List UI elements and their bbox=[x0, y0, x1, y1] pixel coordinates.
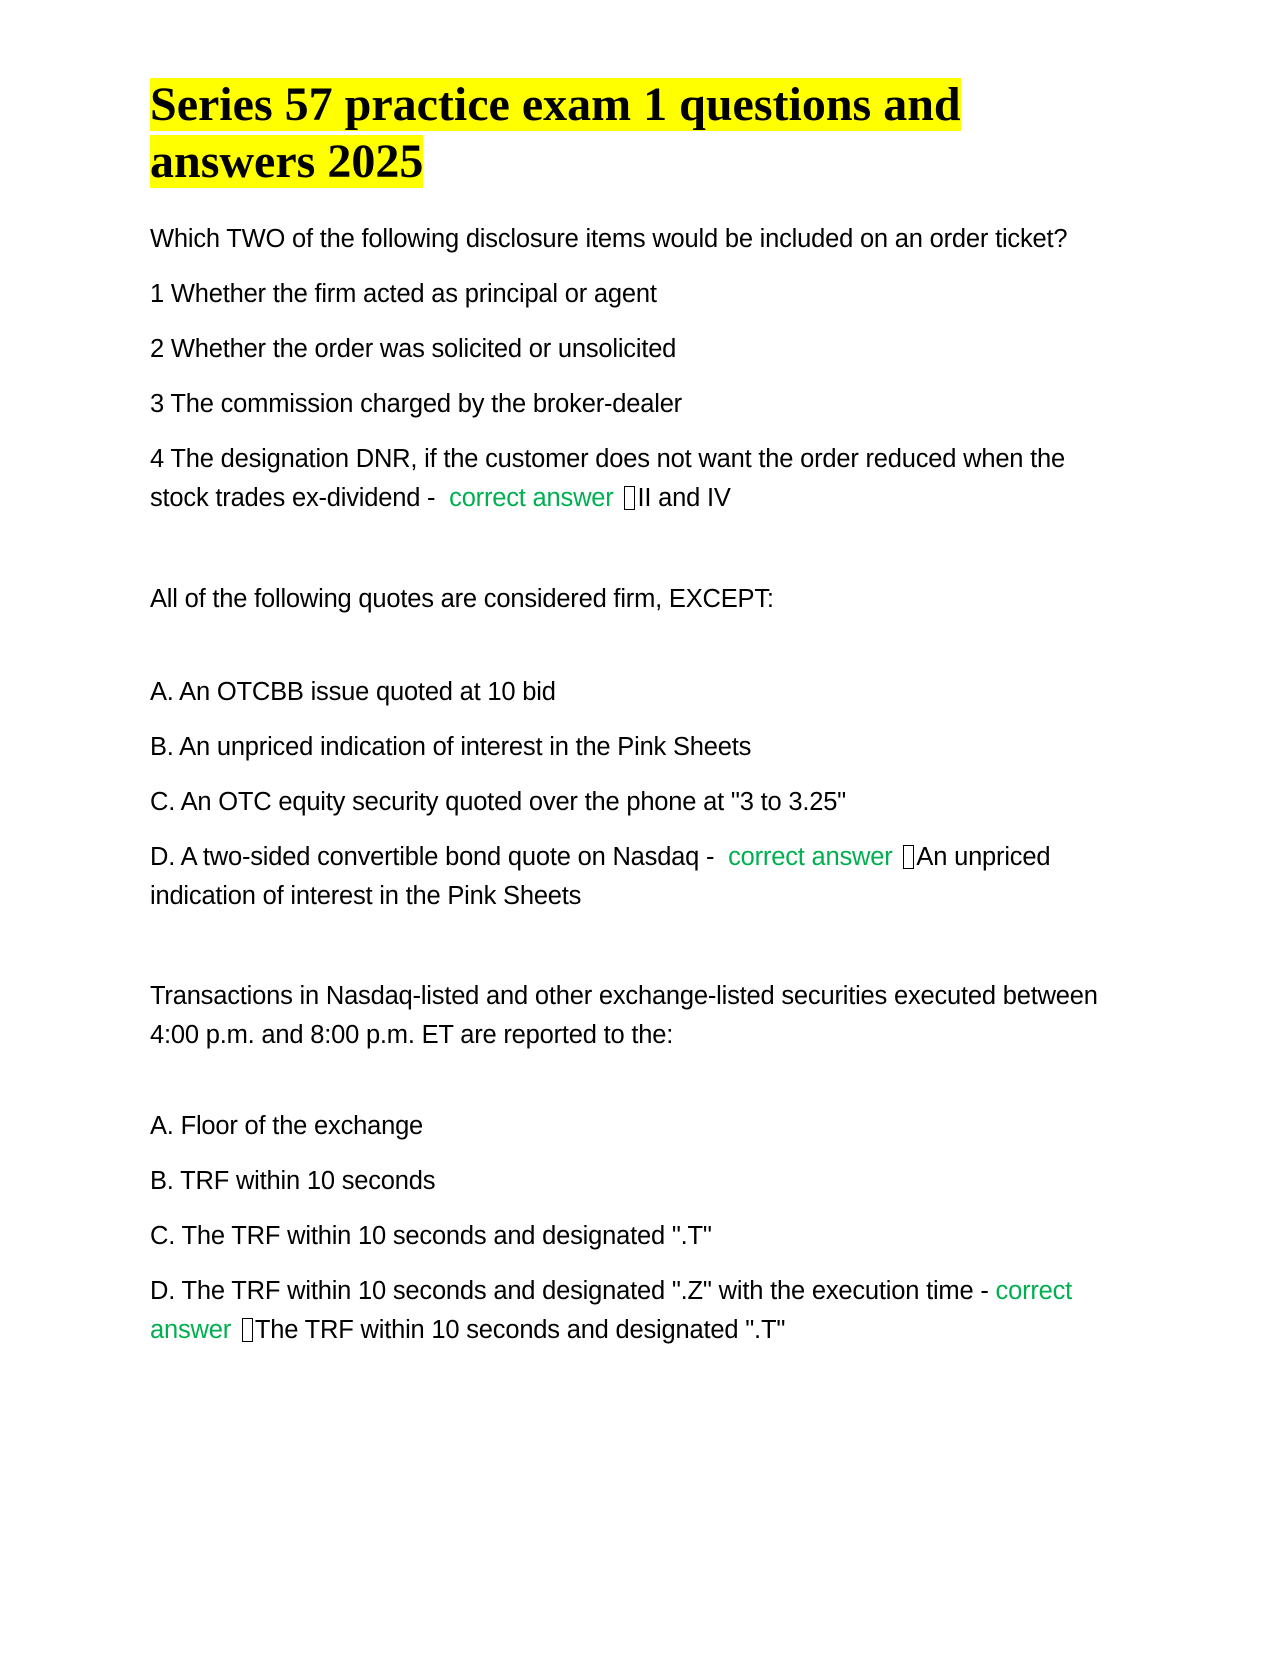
question-3-option-a: A. Floor of the exchange bbox=[150, 1112, 424, 1140]
question-2-option-d: D. A two-sided convertible bond quote on Nasdaq - bbox=[150, 843, 715, 871]
question-1-option-2: 2 Whether the order was solicited or unsolicited bbox=[150, 335, 677, 363]
question-1-option-1: 1 Whether the firm acted as principal or agent bbox=[150, 280, 657, 308]
question-1-option-4-with-answer bbox=[150, 440, 1130, 518]
question-3-answer: The TRF within 10 seconds and designated ".T" bbox=[254, 1316, 786, 1344]
question-1-answer: II and IV bbox=[637, 484, 731, 512]
correct-answer-label: correct answer bbox=[728, 843, 893, 871]
highlighted-title-text: Series 57 practice exam 1 questions and answers 2025 bbox=[150, 78, 961, 188]
question-2-option-a: A. An OTCBB issue quoted at 10 bid bbox=[150, 678, 556, 706]
document-page bbox=[150, 76, 1130, 1366]
question-2-option-d-with-answer bbox=[150, 838, 1130, 916]
question-1-option-4: 4 The designation DNR, if the customer does not want the order reduced when the stock trades ex-dividend - bbox=[150, 445, 1066, 512]
question-2-answer: An unpriced indication of interest in the Pink Sheets bbox=[150, 843, 1051, 910]
question-3-option-c: C. The TRF within 10 seconds and designated ".T" bbox=[150, 1222, 712, 1250]
question-2-option-b: B. An unpriced indication of interest in the Pink Sheets bbox=[150, 733, 752, 761]
question-3-option-d-with-answer bbox=[150, 1272, 1130, 1350]
question-2-stem: All of the following quotes are considered firm, EXCEPT: bbox=[150, 585, 774, 613]
question-2-option-c: C. An OTC equity security quoted over the phone at "3 to 3.25" bbox=[150, 788, 847, 816]
missing-glyph-box-icon bbox=[242, 1318, 253, 1342]
question-3-stem: Transactions in Nasdaq-listed and other exchange-listed securities executed between 4:00 p.m. and 8:00 p.m. ET are reported to the: bbox=[150, 982, 1098, 1049]
question-3-option-d: D. The TRF within 10 seconds and designated ".Z" with the execution time - bbox=[150, 1277, 989, 1305]
correct-answer-label: correct answer bbox=[449, 484, 614, 512]
question-1-option-3: 3 The commission charged by the broker-dealer bbox=[150, 390, 682, 418]
missing-glyph-box-icon bbox=[624, 486, 635, 510]
question-3-option-b: B. TRF within 10 seconds bbox=[150, 1167, 436, 1195]
missing-glyph-box-icon bbox=[903, 845, 914, 869]
question-1-stem: Which TWO of the following disclosure items would be included on an order ticket? bbox=[150, 225, 1068, 253]
correct-answer-label: correct answer bbox=[150, 1277, 1073, 1344]
document-title bbox=[150, 76, 1130, 190]
